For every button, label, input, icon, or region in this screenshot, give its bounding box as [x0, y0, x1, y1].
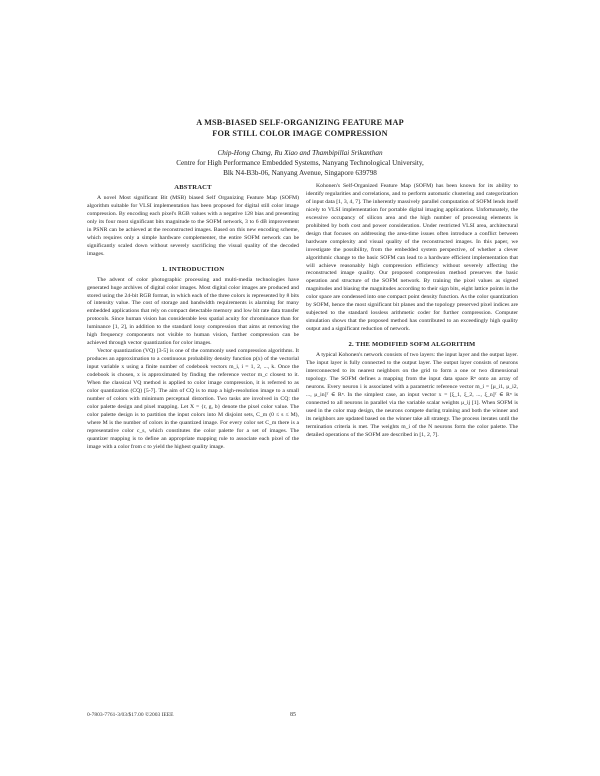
- affiliation-line: Blk N4-B3b-06, Nanyang Avenue, Singapore 639798: [223, 169, 377, 177]
- title-line: A MSB-BIASED SELF-ORGANIZING FEATURE MAP: [196, 118, 404, 127]
- abstract-text: A novel Most significant Bit (MSB) biased Self Organizing Feature Map (SOFM) algorithm suitable for VLSI implementation has been proposed for digital still color image compression. By encoding each pixel's RGB values with a negative 128 bias and presenting only its four most significant bits magnitude to the SOFM network, 3 to 6 dB improvement in PSNR can be achieved at the reconstructed images. Based on this new encoding scheme, which requires only a simple hardware complementer, the entire SOFM network can be significantly scaled down without severely sacrificing the visual quality of the decoded images.: [87, 195, 299, 257]
- intro-continued-paragraph: Kohonen's Self-Organized Feature Map (SOFM) has been known for its ability to identify regularities and correlations, and to perform automatic clustering and categorization of input data [1, 3, 4, 7]. The inherently massively parallel computation of SOFM lends itself nicely to VLSI implementation for portable digital imaging applications. Unfortunately, the excessive occupancy of silicon area and the high number of processing elements is prohibited by both cost and power consideration. Under restricted VLSI area, architectural design that focuses on addressing the area-time issues often introduce a conflict between hardware complexity and visual quality of the reconstructed images. In this paper, we investigate the possibility, from the embedded system perspective, of whether a clever algorithmic change to the basic SOFM can lead to a hardware efficient implementation that will achieve reasonably high compression efficiency without severely affecting the reconstructed image quality. Our proposed compression method preserves the basic operation and structure of the SOFM network. By training the pixel values as signed magnitudes and biasing the magnitudes according to their sign bits, eight lattice points in the color space are condensed into one compact point density function. As the color quantization by SOFM, hence the most significant bit planes and the topology preserved pixel indices are subjected to the standard lossless arithmetic coder for further compression. Computer simulation shows that the proposed method has contributed to an exceedingly high quality output and a significant reduction of network.: [306, 183, 518, 333]
- intro-paragraph: The advent of color photographic processing and multi-media technologies have generated huge archives of digital color images. Most digital color images are produced and stored using the 24-bit RGB format, in which each of the three colors is represented by 8 bits of intensity value. The cost of storage and bandwidth requirements is alarming for many embedded applications that rely on compact detectable memory and low bit rate data transfer protocols. Since human vision has considerable less spatial acuity for chrominance than for luminance [1, 2], in addition to the standard lossy compression that aims at removing the high frequency components not visible to human vision, further compression can be achieved through vector quantization for color images.: [87, 276, 299, 347]
- intro-heading: 1. INTRODUCTION: [161, 265, 225, 273]
- abstract-heading: ABSTRACT: [174, 184, 212, 191]
- intro-paragraph: Vector quantization (VQ) [3-5] is one of the commonly used compression algorithms. It produces an approximation to a continuous probability density function p(x) of the vectorial input variable x using a finite number of codebook vectors m_i, i = 1, 2, ..., k. Once the codebook is chosen, x is approximated by finding the reference vector m_c closest to it. When the classical VQ method is applied to color image compression, it is referred to as color quantization (CQ) [5-7]. The aim of CQ is to map a high-resolution image to a small number of colors with minimum perceptual distortion. Two tasks are involved in CQ: the color palette design and pixel mapping. Let X = {r, g, b} denote the pixel color value. The color palette design is to partition the input colors into M disjoint sets, C_m (0 ≤ s ≤ M), where M is the number of colors in the quantized image. For every color set C_m there is a representative color c_s, which constitutes the color palette for a set of images. The quantizer mapping is to define an appropriate mapping rule to associate each pixel of the image with a color from c to yield the highest quality image.: [87, 348, 299, 450]
- section2-heading: 2. THE MODIFIED SOFM ALGORITHM: [348, 341, 476, 349]
- section2-paragraph: A typical Kohonen's network consists of two layers: the input layer and the output layer. The input layer is fully connected to the output layer. The output layer consists of neurons interconnected to its nearest neighbors on the grid to form a one or two dimensional topology. The SOFM defines a mapping from the input data space Rⁿ onto an array of neurons. Every neuron i is associated with a parametric reference vector m_i = [μ_i1, μ_i2, ..., μ_in]ᵀ ∈ Rⁿ. In the simplest case, an input vector x = [ξ_1, ξ_2, ..., ξ_n]ᵀ ∈ Rⁿ is connected to all neurons in parallel via the variable scalar weights μ_ij [1]. When SOFM is used in the color map design, the neurons compete during training and both the winner and its neighbors are updated based on the winner take all strategy. The process iterates until the termination criteria is met. The weights m_i of the N neurons form the color palette. The detailed operations of the SOFM are described in [1, 2, 7].: [306, 352, 518, 438]
- author-names: Chip-Hong Chang, Ru Xiao and Thambipillai Srikanthan: [217, 149, 383, 157]
- copyright-code: 0-7803-7761-3/03/$17.00 ©2003 IEEE: [87, 712, 174, 718]
- title-line: FOR STILL COLOR IMAGE COMPRESSION: [212, 129, 388, 138]
- right-column: [306, 183, 518, 440]
- page-number: 85: [290, 712, 296, 718]
- paper-title: [100, 117, 500, 139]
- affiliation-line: Centre for High Performance Embedded Systems, Nanyang Technological University,: [176, 159, 424, 167]
- left-column: [87, 183, 299, 452]
- author-block: [80, 148, 520, 178]
